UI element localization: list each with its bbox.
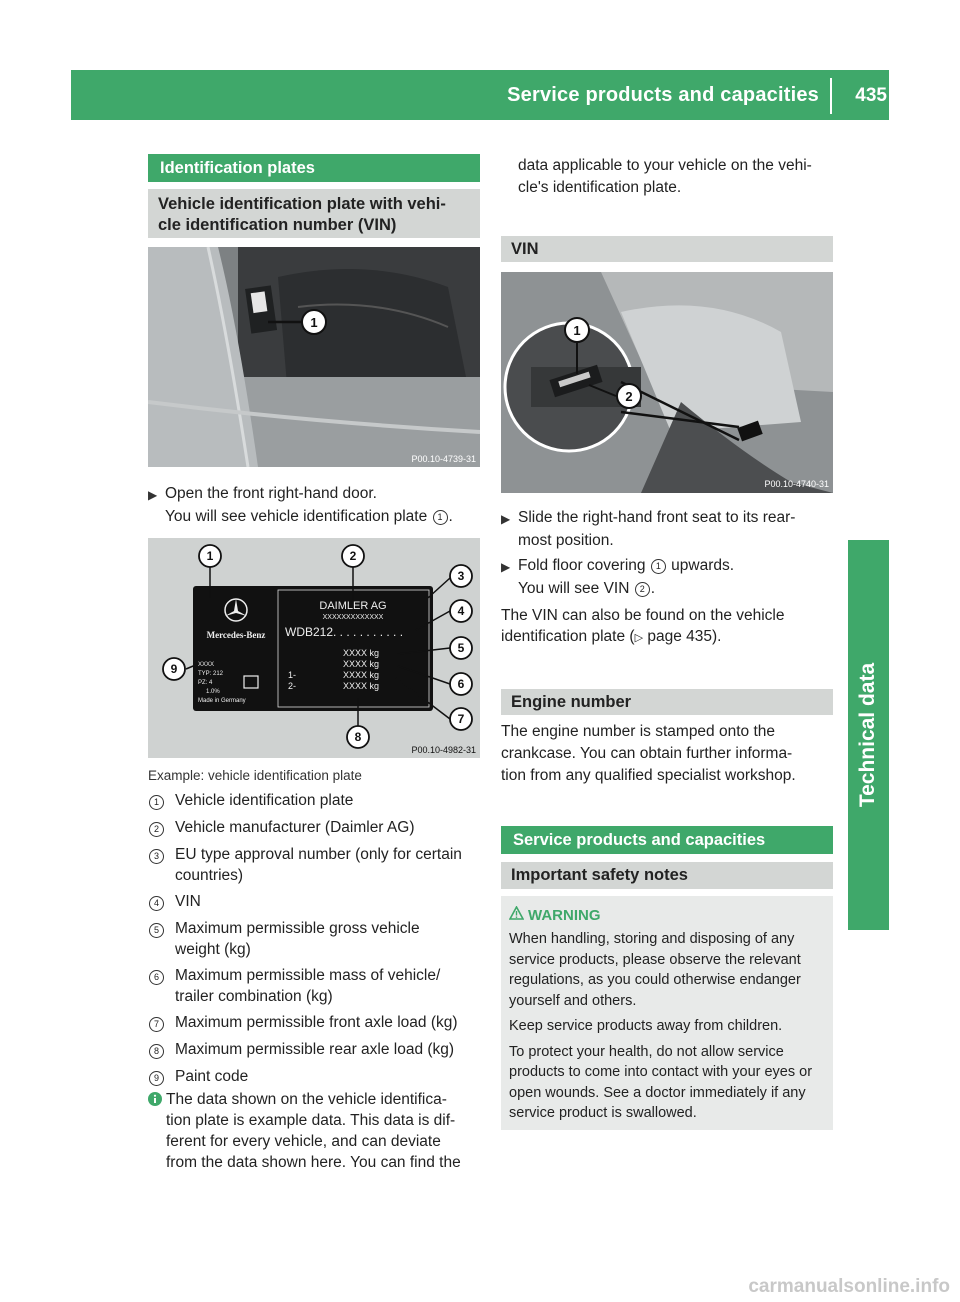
plate-diagram [148, 538, 480, 758]
identification-plate-illustration [148, 538, 480, 758]
plate-weight-1: XXXX kg [343, 648, 380, 658]
plate-type-approval: XXXXXXXXXXXXX [322, 614, 384, 621]
plate-caption: Example: vehicle identification plate [148, 768, 362, 783]
callout-2: 2 [349, 549, 357, 563]
plate-weight-3: XXXX kg [343, 670, 380, 680]
legend-item [148, 1066, 483, 1088]
svg-text:1: 1 [573, 323, 581, 338]
callout-number-icon: 5 [149, 923, 164, 938]
callout-number-icon: 4 [149, 896, 164, 911]
vin-also-line: identification plate ( [501, 628, 635, 645]
warning-triangle-icon [509, 906, 524, 925]
engine-heading-text: Engine number [511, 693, 632, 711]
callout-number-icon: 6 [149, 970, 164, 985]
continued-line: data applicable to your vehicle on the vehi- [518, 157, 812, 174]
page-ref-icon: ▷ [634, 632, 644, 644]
plate-vin: WDB212. . . . . . . . . . . [285, 625, 404, 639]
vin-also-line: The VIN can also be found on the vehicle [501, 607, 785, 624]
legend-item [148, 844, 483, 886]
step-text: Slide the right-hand front seat to its rear- [518, 509, 796, 526]
plate-paint-3: PZ: 4 [198, 680, 213, 686]
service-products-heading-text: Service products and capacities [513, 831, 766, 849]
plate-axle-1: 1- [288, 670, 297, 680]
legend-text: Vehicle manufacturer (Daimler AG) [175, 819, 415, 836]
engine-line: crankcase. You can obtain further informa- [501, 745, 793, 762]
arrow-icon: ▶ [148, 488, 158, 502]
warning-box [501, 896, 833, 1130]
callout-7: 7 [457, 712, 465, 726]
plate-legend [148, 790, 483, 1093]
instruction-open-door: ▶ Open the front right-hand door. You will see vehicle identification plate 1 . [148, 485, 453, 525]
subsection-heading-vin-plate [148, 189, 480, 238]
page-number: 435 [855, 85, 887, 106]
step-result-text: You will see VIN [518, 580, 630, 597]
info-line: from the data shown here. You can find the [166, 1154, 461, 1171]
warning-paragraph: Keep service products away from children. [509, 1018, 783, 1034]
door-pillar-illustration [148, 247, 480, 467]
legend-item [148, 891, 483, 913]
engine-line: The engine number is stamped onto the [501, 723, 776, 740]
step-text: upwards. [671, 557, 735, 574]
callout-9: 9 [170, 662, 178, 676]
subsection-heading-safety-notes [501, 862, 833, 889]
legend-item [148, 965, 483, 1007]
legend-text: Maximum permissible mass of vehicle/ [175, 967, 441, 984]
info-line: tion plate is example data. This data is dif- [166, 1112, 456, 1129]
subsection-heading-line1: Vehicle identification plate with vehi- [158, 195, 446, 213]
subsection-heading-vin [501, 236, 833, 262]
callout-number-icon: 3 [149, 849, 164, 864]
engine-line: tion from any qualified specialist workshop. [501, 767, 796, 784]
legend-text: Maximum permissible front axle load (kg) [175, 1014, 458, 1031]
legend-item [148, 817, 483, 839]
legend-text: Maximum permissible gross vehicle [175, 920, 420, 937]
callout-number-icon: 2 [149, 822, 164, 837]
seat-floor-illustration [501, 272, 833, 493]
step-result-text: You will see vehicle identification plate [165, 508, 428, 525]
page-header [71, 70, 889, 120]
header-title: Service products and capacities [507, 84, 819, 106]
vin-instructions: ▶ Slide the right-hand front seat to its rear- most position. ▶ Fold floor covering 1 upwards. You will see VIN 2 . The VIN can also be found on the vehicle identification plate (▷ page 435). [501, 507, 836, 649]
plate-axle-2: 2- [288, 681, 297, 691]
side-tab-label: Technical data [856, 662, 880, 808]
info-note [148, 1089, 483, 1173]
plate-paint-1: XXXX [198, 662, 215, 668]
vin-heading-text: VIN [511, 240, 539, 258]
callout-number-icon: 9 [149, 1071, 164, 1086]
legend-text: VIN [175, 893, 201, 910]
warning-paragraph: When handling, storing and disposing of any service products, please observe the relevant regulations, as you could otherwise endanger yourself and others. [509, 931, 801, 1009]
plate-paint-4: 1.0% [206, 689, 220, 695]
warning-title: WARNING [528, 907, 601, 924]
step-text: most position. [518, 532, 614, 549]
callout-8: 8 [354, 730, 362, 744]
section-heading-service-products [501, 826, 833, 854]
callout-4: 4 [457, 604, 465, 618]
section-heading-identification-plates [148, 154, 480, 182]
callout-3: 3 [457, 569, 465, 583]
callout-1-icon: 1 [433, 510, 448, 525]
legend-text: trailer combination (kg) [175, 988, 333, 1005]
callout-number-icon: 8 [149, 1044, 164, 1059]
legend-item [148, 1012, 483, 1034]
plate-code: P00.10-4982-31 [411, 745, 476, 755]
svg-text:1: 1 [310, 315, 318, 330]
warning-paragraph: To protect your health, do not allow service products to come into contact with your eyes or open wounds. See a doctor immediately if any service product is swallowed. [509, 1043, 813, 1121]
plate-weight-4: XXXX kg [343, 681, 380, 691]
info-icon [148, 1089, 166, 1173]
plate-paint-5: Made in Germany [198, 698, 246, 704]
callout-6: 6 [457, 677, 465, 691]
plate-paint-2: TYP: 212 [198, 671, 224, 677]
svg-text:2: 2 [625, 389, 633, 404]
legend-text: Maximum permissible rear axle load (kg) [175, 1041, 455, 1058]
arrow-icon: ▶ [501, 512, 511, 526]
legend-item [148, 918, 483, 960]
legend-text: Paint code [175, 1068, 249, 1085]
step-text: Fold floor covering [518, 557, 646, 574]
plate-manufacturer: DAIMLER AG [319, 600, 387, 612]
info-line: ferent for every vehicle, and can deviate [166, 1133, 441, 1150]
info-line: The data shown on the vehicle identifica- [166, 1091, 447, 1108]
subsection-heading-line2: cle identification number (VIN) [158, 216, 397, 234]
page-reference-link[interactable]: page 435). [647, 628, 722, 645]
subsection-heading-engine-number [501, 689, 833, 715]
continued-line: cle's identification plate. [518, 179, 682, 196]
callout-2-icon: 2 [635, 582, 650, 597]
continued-text [518, 155, 838, 199]
legend-item [148, 1039, 483, 1061]
step-text: Open the front right-hand door. [165, 485, 377, 502]
callout-5: 5 [457, 641, 465, 655]
safety-heading-text: Important safety notes [511, 866, 688, 884]
chapter-side-tab[interactable] [848, 540, 889, 930]
seat-floor-photo [501, 272, 833, 493]
photo2-code: P00.10-4740-31 [764, 479, 829, 489]
callout-1-icon: 1 [651, 559, 666, 574]
legend-text: EU type approval number (only for certain [175, 846, 462, 863]
plate-brand: Mercedes-Benz [206, 630, 266, 640]
watermark: carmanualsonline.info [748, 1276, 950, 1297]
legend-text: Vehicle identification plate [175, 792, 354, 809]
door-pillar-photo [148, 247, 480, 467]
section-heading-text: Identification plates [160, 159, 315, 177]
engine-number-text [501, 721, 836, 787]
callout-1: 1 [206, 549, 214, 563]
callout-number-icon: 7 [149, 1017, 164, 1032]
photo1-code: P00.10-4739-31 [411, 454, 476, 464]
callout-number-icon: 1 [149, 795, 164, 810]
legend-text: weight (kg) [175, 941, 251, 958]
arrow-icon: ▶ [501, 560, 511, 574]
plate-weight-2: XXXX kg [343, 659, 380, 669]
legend-text: countries) [175, 867, 244, 884]
legend-item [148, 790, 483, 812]
header-divider [830, 78, 832, 114]
